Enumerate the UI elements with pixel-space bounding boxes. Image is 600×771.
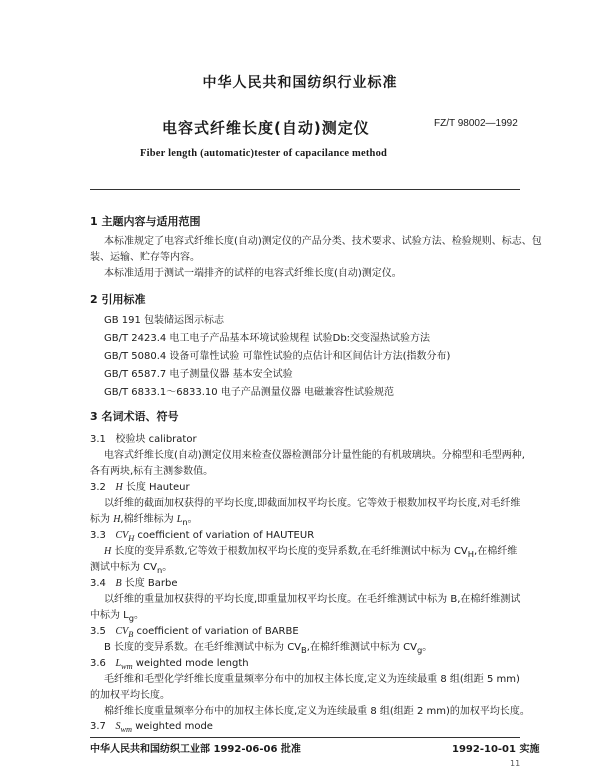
reference-item: GB 191 包装储运图示标志 xyxy=(104,315,225,326)
term-3-5-def-1: B 长度的变异系数。在毛纤维测试中标为 $CV_B$,在棉纤维测试中标为 $CV_g$。 xyxy=(104,642,433,655)
term-symbol: L xyxy=(115,658,122,669)
term-number: 3.2 xyxy=(90,482,106,493)
term-number: 3.5 xyxy=(90,626,106,637)
section-2-heading: 2 引用标准 xyxy=(90,293,146,306)
term-name: 校验块 calibrator xyxy=(115,434,197,445)
reference-item: GB/T 2423.4 电工电子产品基本环境试验规程 试验Db:交变湿热试验方法 xyxy=(104,333,431,344)
term-number: 3.3 xyxy=(90,530,106,541)
header-rule xyxy=(90,189,520,190)
term-name: coefficient of variation of BARBE xyxy=(133,626,299,637)
term-3-2-def-1: 以纤维的截面加权获得的平均长度,即截面加权平均长度。它等效于根数加权平均长度,对毛纤维 xyxy=(104,498,521,509)
term-3-4-def-2: 中标为 $L_g$。 xyxy=(90,610,145,623)
section-1-heading: 1 主题内容与适用范围 xyxy=(90,215,201,228)
section-3-heading: 3 名词术语、符号 xyxy=(90,410,179,423)
effective-date: 1992-10-01 实施 xyxy=(452,744,540,755)
term-3-4 xyxy=(90,576,178,592)
term-name: 长度 Hauteur xyxy=(122,482,190,493)
term-symbol: CV xyxy=(115,530,129,541)
term-3-6-def-3: 棉纤维长度重量频率分布中的加权主体长度,定义为连续最重 8 组(组距 2 mm)的加权平均长度。 xyxy=(104,706,530,717)
approval-line: 中华人民共和国纺织工业部 1992-06-06 批准 xyxy=(90,744,301,755)
term-3-1 xyxy=(90,432,197,448)
term-3-3-def-2: 测试中标为 $CV_n$。 xyxy=(90,562,173,575)
term-symbol: CV xyxy=(115,626,129,637)
page-number: 11 xyxy=(510,759,521,768)
term-3-4-def-1: 以纤维的重量加权获得的平均长度,即重量加权平均长度。在毛纤维测试中标为 B,在棉纤维测试 xyxy=(104,594,521,605)
term-number: 3.7 xyxy=(90,721,106,732)
term-symbol: B xyxy=(115,578,122,589)
reference-item: GB/T 6587.7 电子测量仪器 基本安全试验 xyxy=(104,369,293,380)
term-3-6-def-2: 的加权平均长度。 xyxy=(90,690,170,701)
term-name: 长度 Barbe xyxy=(121,578,178,589)
reference-item: GB/T 5080.4 设备可靠性试验 可靠性试验的点估计和区间估计方法(指数分布) xyxy=(104,351,451,362)
footer-rule xyxy=(90,737,520,738)
term-3-2-def-2: 标为 H,棉纤维标为 $L_n$。 xyxy=(90,514,198,527)
term-3-1-def-1: 电容式纤维长度(自动)测定仪用来检查仪器检测部分计量性能的有机玻璃块。分棉型和毛型两种, xyxy=(104,450,525,461)
term-name: weighted mode length xyxy=(132,658,249,669)
reference-item: GB/T 6833.1～6833.10 电子产品测量仪器 电磁兼容性试验规范 xyxy=(104,387,394,398)
term-3-5: 3.5 $CV_B$ coefficient of variation of BARBE xyxy=(90,626,299,639)
term-3-7: 3.7 $S_{wm}$ weighted mode xyxy=(90,721,213,734)
term-3-6: 3.6 $L_{wm}$ weighted mode length xyxy=(90,658,249,671)
term-number: 3.1 xyxy=(90,434,106,445)
term-symbol: H xyxy=(115,482,123,493)
term-number: 3.4 xyxy=(90,578,106,589)
term-3-3-def-1: H 长度的变异系数,它等效于根数加权平均长度的变异系数,在毛纤维测试中标为 $CV_H$,在棉纤维 xyxy=(104,546,518,559)
term-3-3: 3.3 $CV_H$ coefficient of variation of HAUTEUR xyxy=(90,530,315,543)
term-3-2 xyxy=(90,480,190,496)
term-symbol: S xyxy=(115,721,121,732)
section-1-para-2: 本标准适用于测试一端排齐的试样的电容式纤维长度(自动)测定仪。 xyxy=(104,268,402,279)
term-name: coefficient of variation of HAUTEUR xyxy=(134,530,315,541)
section-1-para-1a: 本标准规定了电容式纤维长度(自动)测定仪的产品分类、技术要求、试验方法、检验规则、标志、包 xyxy=(104,236,542,247)
term-3-6-def-1: 毛纤维和毛型化学纤维长度重量频率分布中的加权主体长度,定义为连续最重 8 组(组距 5 mm) xyxy=(104,674,520,685)
section-1-para-1b: 装、运输、贮存等内容。 xyxy=(90,252,200,263)
english-title: Fiber length (automatic)tester of capacilance method xyxy=(140,148,388,159)
term-3-1-def-2: 各有两块,标有主测参数值。 xyxy=(90,466,214,477)
document-title: 电容式纤维长度(自动)测定仪 xyxy=(162,119,370,137)
term-number: 3.6 xyxy=(90,658,106,669)
standard-code: FZ/T 98002—1992 xyxy=(434,118,518,129)
org-title: 中华人民共和国纺织行业标准 xyxy=(202,75,398,91)
term-name: weighted mode xyxy=(132,721,213,732)
